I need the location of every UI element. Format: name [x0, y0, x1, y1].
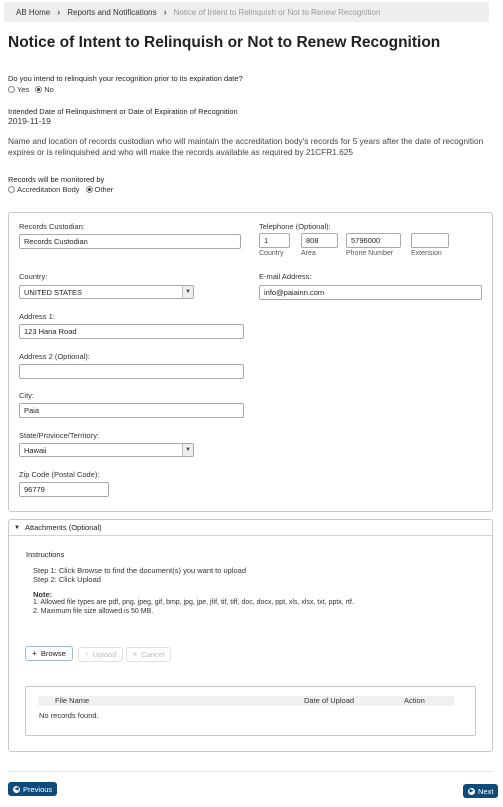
column-header-date-of-upload[interactable]: Date of Upload: [304, 696, 355, 705]
state-label: State/Province/Territory:: [19, 431, 100, 440]
previous-button-label: Previous: [23, 784, 53, 794]
radio-accreditation-body-label: Accreditation Body: [17, 185, 80, 194]
records-custodian-label: Records Custodian:: [19, 222, 85, 231]
city-input[interactable]: Paia: [19, 403, 244, 418]
browse-button[interactable]: [25, 646, 73, 661]
radio-other[interactable]: [86, 186, 93, 193]
column-header-file-name[interactable]: File Name: [55, 696, 90, 705]
records-custodian-input[interactable]: Records Custodian: [19, 234, 241, 249]
relinquish-radio-group: [8, 85, 60, 94]
cancel-button[interactable]: [126, 647, 171, 662]
phone-area-input[interactable]: 808: [301, 233, 338, 248]
instruction-step: Step 2: Click Upload: [33, 575, 101, 584]
radio-yes-label: Yes: [17, 85, 30, 94]
relinquish-no-option[interactable]: [35, 85, 54, 94]
zip-input[interactable]: 96779: [19, 482, 109, 497]
country-select[interactable]: [19, 285, 194, 299]
country-select-value: UNITED STATES: [24, 287, 83, 297]
next-button-label: Next: [478, 786, 494, 796]
chevron-right-icon: ›: [163, 7, 167, 17]
phone-area-sublabel: Area: [301, 250, 316, 257]
email-label: E-mail Address:: [259, 272, 312, 281]
phone-extension-sublabel: Extension: [411, 250, 442, 257]
relinquish-question-label: Do you intend to relinquish your recognition prior to its expiration date?: [8, 74, 243, 83]
note-item: 2. Maximum file size allowed is 50 MB.: [33, 608, 154, 615]
note-label: Note:: [33, 590, 53, 599]
state-select[interactable]: [19, 443, 194, 457]
custodian-form-panel: [8, 212, 493, 512]
instruction-step: Step 1: Click Browse to find the document(s) you want to upload: [33, 566, 247, 575]
monitored-by-radio-group: [8, 185, 119, 194]
breadcrumb: [4, 2, 489, 22]
address1-input[interactable]: 123 Hana Road: [19, 324, 244, 339]
phone-extension-input[interactable]: [411, 233, 449, 248]
chevron-right-icon: ›: [57, 7, 61, 17]
state-select-value: Hawaii: [24, 445, 47, 455]
chevron-down-icon: ▼: [182, 444, 193, 456]
address2-label: Address 2 (Optional):: [19, 352, 90, 361]
relinquish-yes-option[interactable]: [8, 85, 29, 94]
chevron-down-icon: ▼: [182, 286, 193, 298]
breadcrumb-current: Notice of Intent to Relinquish or Not to Renew Recognition: [173, 7, 381, 17]
cancel-button-label: Cancel: [141, 650, 165, 659]
chevron-left-icon: ◀: [14, 786, 19, 792]
address1-label: Address 1:: [19, 312, 55, 321]
radio-yes[interactable]: [8, 86, 15, 93]
monitored-other-option[interactable]: [86, 185, 114, 194]
phone-country-sublabel: Country: [259, 250, 284, 257]
previous-button[interactable]: [8, 782, 57, 796]
next-button[interactable]: [463, 784, 498, 798]
phone-country-input[interactable]: 1: [259, 233, 290, 248]
chevron-down-icon: ▼: [14, 524, 20, 531]
monitored-by-label: Records will be monitored by: [8, 175, 105, 184]
radio-no-label: No: [44, 85, 54, 94]
note-item: 1. Allowed file types are pdf, png, jpeg, gif, bmp, jpg, jpe, jfif, tif, tiff, doc, docx, ppt, xls, xlsx, txt, pptx, rtf.: [33, 599, 354, 606]
monitored-accreditation-body-option[interactable]: [8, 185, 80, 194]
country-label: Country:: [19, 272, 48, 281]
custodian-description: Name and location of records custodian who will maintain the accreditation body's records for 5 years after the date of recognition expires or is relinquished and who will make the records available as required by 21CFR1.625: [8, 136, 484, 157]
telephone-label: Telephone (Optional):: [259, 222, 331, 231]
intended-date-value: 2019-11-19: [8, 116, 51, 126]
city-label: City:: [19, 391, 34, 400]
email-input[interactable]: info@paiainn.com: [259, 285, 482, 300]
upload-icon: ↑: [84, 650, 89, 659]
close-icon: ×: [132, 650, 138, 659]
column-header-action: Action: [404, 696, 425, 705]
upload-button-label: Upload: [92, 650, 117, 659]
address2-input[interactable]: [19, 364, 244, 379]
table-header: [38, 696, 454, 706]
zip-label: Zip Code (Postal Code):: [19, 470, 100, 479]
intended-date-label: Intended Date of Relinquishment or Date of Expiration of Recognition: [8, 107, 238, 116]
attachments-panel: [8, 519, 493, 752]
browse-button-label: Browse: [40, 649, 66, 658]
attachments-header-label: Attachments (Optional): [24, 523, 102, 532]
attachments-table: [25, 686, 476, 736]
phone-number-sublabel: Phone Number: [346, 250, 394, 257]
radio-no[interactable]: [35, 86, 42, 93]
phone-number-input[interactable]: 5796000: [346, 233, 401, 248]
radio-other-label: Other: [94, 185, 114, 194]
page-title: Notice of Intent to Relinquish or Not to Renew Recognition: [8, 34, 441, 51]
chevron-right-icon: ▶: [469, 788, 474, 794]
attachments-header[interactable]: [9, 520, 492, 536]
plus-icon: +: [32, 649, 37, 658]
breadcrumb-reports-notifications[interactable]: Reports and Notifications: [67, 7, 157, 17]
upload-button[interactable]: [78, 647, 123, 662]
instructions-title: Instructions: [26, 550, 65, 559]
footer-divider: [8, 771, 493, 772]
breadcrumb-ab-home[interactable]: AB Home: [16, 7, 51, 17]
table-empty-message: No records found.: [39, 711, 99, 720]
radio-accreditation-body[interactable]: [8, 186, 15, 193]
